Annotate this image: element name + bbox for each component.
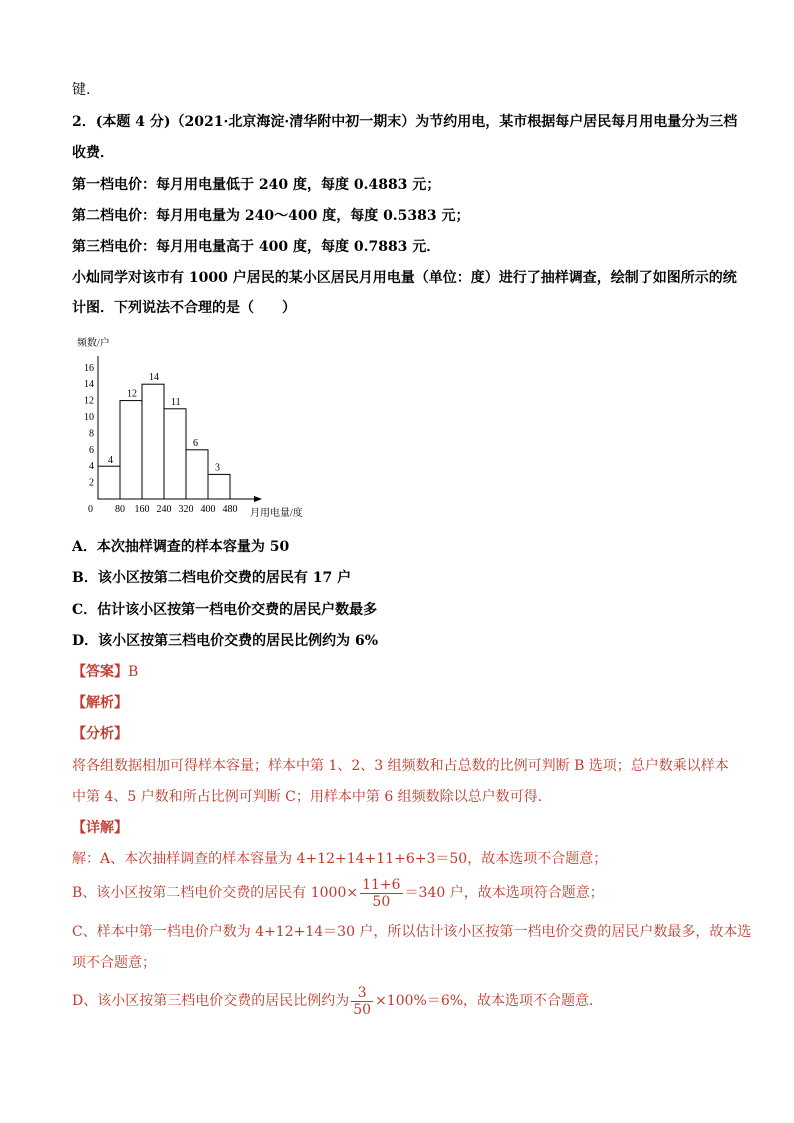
bar-value-label: 6 — [193, 437, 198, 449]
y-tick-label: 2 — [89, 477, 94, 489]
detail-c-line2: 项不合题意； — [72, 955, 156, 971]
y-axis-label: 频数/户 — [77, 338, 110, 349]
answer-label: 【答案】 — [72, 664, 128, 680]
histogram-bar — [120, 401, 142, 499]
bar-value-label: 14 — [149, 372, 159, 384]
x-tick-label: 240 — [156, 504, 172, 515]
detail-a: 解：A、本次抽样调查的样本容量为 4+12+14+11+6+3＝50，故本选项不合题意； — [72, 851, 608, 867]
fraction-b-numerator: 11+6 — [362, 876, 401, 893]
x-tick-label: 80 — [115, 504, 125, 515]
option-d: D．该小区按第三档电价交费的居民比例约为 6% — [72, 633, 379, 649]
y-tick-label: 6 — [89, 444, 94, 456]
bar-value-label: 3 — [215, 462, 220, 474]
x-tick-label: 160 — [134, 504, 150, 515]
tier2-price: 第二档电价：每月用电量为 240～400 度，每度 0.5383 元； — [72, 208, 470, 224]
detail-d-post: ×100%＝6%，故本选项不合题意． — [375, 993, 604, 1009]
x-tick-label: 400 — [200, 504, 216, 515]
option-a: A．本次抽样调查的样本容量为 50 — [72, 539, 290, 555]
tier1-price: 第一档电价：每月用电量低于 240 度，每度 0.4883 元； — [72, 177, 441, 193]
y-tick-label: 4 — [89, 461, 94, 473]
option-c: C．估计该小区按第一档电价交费的居民户数最多 — [72, 602, 378, 618]
fenxi-heading: 【分析】 — [72, 726, 128, 742]
question-stem-line2: 收费． — [72, 145, 114, 161]
fraction-b-denominator: 50 — [372, 893, 391, 910]
histogram-bar — [142, 384, 164, 499]
previous-fragment: 键. — [72, 82, 91, 98]
question-stem-line1: 2．(本题 4 分)（2021·北京海淀·清华附中初一期末）为节约用电，某市根据每户居民每月用电量分为三档 — [72, 114, 738, 130]
fraction-d-numerator: 3 — [351, 985, 373, 1002]
fenxi-line2: 中第 4、5 户数和所占比例可判断 C；用样本中第 6 组频数除以总户数可得. — [72, 789, 543, 805]
histogram-chart — [72, 330, 332, 520]
answer-value: B — [128, 664, 139, 680]
fenxi-line1: 将各组数据相加可得样本容量；样本中第 1、2、3 组频数和占总数的比例可判断 B 选项；总户数乘以样本 — [72, 758, 729, 774]
option-b: B．该小区按第二档电价交费的居民有 17 户 — [72, 570, 352, 586]
histogram-bar — [98, 466, 120, 499]
x-axis-label: 月用电量/度 — [250, 508, 303, 519]
x-tick-label: 480 — [222, 504, 238, 515]
fraction-b — [360, 877, 402, 910]
detail-b — [72, 876, 604, 910]
x-axis-arrow — [254, 496, 262, 502]
histogram-bar — [164, 409, 186, 499]
detail-b-post: ＝340 户，故本选项符合题意； — [404, 885, 604, 901]
tier3-price: 第三档电价：每月用电量高于 400 度，每度 0.7883 元． — [72, 239, 441, 255]
y-tick-label: 14 — [84, 379, 94, 391]
detail-d-pre: D、该小区按第三档电价交费的居民比例约为 — [72, 993, 350, 1009]
x-tick-label: 320 — [178, 504, 194, 515]
histogram-bar — [208, 474, 230, 499]
bar-value-label: 12 — [127, 388, 137, 400]
fraction-d — [351, 985, 373, 1018]
y-tick-label: 8 — [89, 428, 94, 440]
histogram-bar — [186, 450, 208, 499]
y-tick-label: 16 — [84, 362, 94, 374]
bar-value-label: 4 — [108, 455, 113, 467]
detail-b-pre: B、该小区按第二档电价交费的居民有 1000× — [72, 885, 359, 901]
origin-label: 0 — [88, 504, 93, 515]
analysis-heading: 【解析】 — [72, 695, 128, 711]
fraction-d-denominator: 50 — [353, 1001, 372, 1018]
detail-heading: 【详解】 — [72, 820, 128, 836]
survey-line1: 小灿同学对该市有 1000 户居民的某小区居民月用电量（单位：度）进行了抽样调查，绘制了如图所示的统 — [72, 270, 737, 286]
detail-d — [72, 984, 603, 1018]
y-tick-label: 10 — [84, 412, 94, 423]
answer-line — [72, 662, 138, 682]
detail-c-line1: C、样本中第一档电价户数为 4+12+14＝30 户，所以估计该小区按第一档电价交费的居民户数最多，故本选 — [72, 924, 752, 940]
survey-line2: 计图．下列说法不合理的是（ ） — [72, 300, 296, 316]
bar-value-label: 11 — [171, 396, 181, 408]
y-tick-label: 12 — [84, 395, 94, 407]
